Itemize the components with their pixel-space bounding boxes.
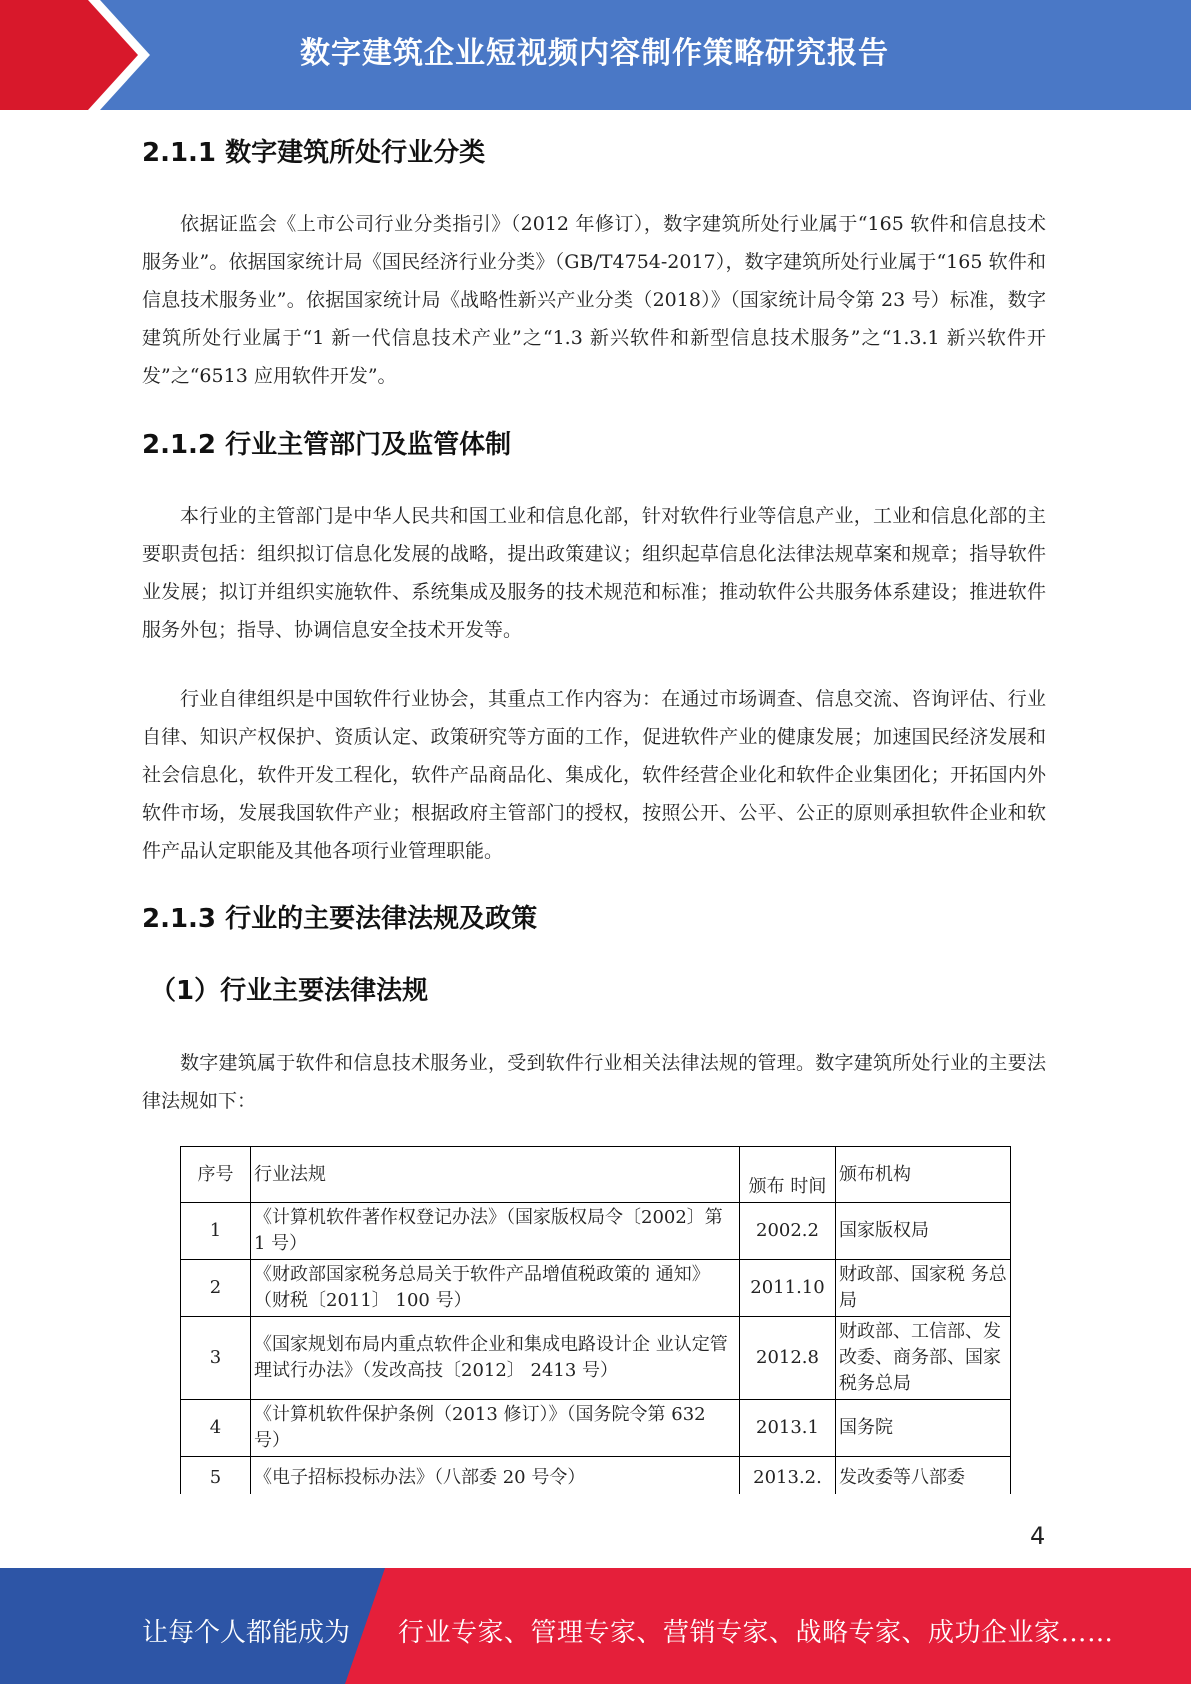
cell-no: 1 [181,1203,251,1260]
laws-table [180,1146,1011,1499]
table-row [181,1400,1011,1457]
table-row [181,1203,1011,1260]
cell-time: 2002.2 [740,1203,836,1260]
section-heading-2-1-1: 2.1.1 数字建筑所处行业分类 [142,138,486,168]
page-header [0,0,1191,110]
paragraph-regulator: 本行业的主管部门是中华人民共和国工业和信息化部，针对软件行业等信息产业，工业和信息化部的主要职责包括：组织拟订信息化发展的战略，提出政策建议；组织起草信息化法律法规草案和规章；指导软件业发展；拟订并组织实施软件、系统集成及服务的技术规范和标准；推动软件公共服务体系建设；推进软件服务外包；指导、协调信息安全技术开发等。 [142,505,1046,641]
table-row [181,1457,1011,1499]
cell-time: 2011.10 [740,1260,836,1317]
footer-slogan-right: 行业专家、管理专家、营销专家、战略专家、成功企业家…… [398,1618,1114,1648]
paragraph-self-regulatory-org: 行业自律组织是中国软件行业协会，其重点工作内容为：在通过市场调查、信息交流、咨询评估、行业自律、知识产权保护、资质认定、政策研究等方面的工作，促进软件产业的健康发展；加速国民经济发展和社会信息化，软件开发工程化，软件产品商品化、集成化，软件经营企业化和软件企业集团化；开拓国内外软件市场，发展我国软件产业；根据政府主管部门的授权，按照公开、公平、公正的原则承担软件企业和软件产品认定职能及其他各项行业管理职能。 [142,688,1046,862]
cell-org: 国家版权局 [836,1203,1011,1260]
cell-no: 4 [181,1400,251,1457]
subsection-heading-laws: （1）行业主要法律法规 [150,976,429,1006]
footer-slogan-left: 让每个人都能成为 [142,1618,351,1648]
cell-org: 财政部、国家税 务总局 [836,1260,1011,1317]
cell-no: 5 [181,1457,251,1499]
cell-law: 《电子招标投标办法》（八部委 20 号令） [251,1457,740,1499]
cell-time: 2013.2. [740,1457,836,1499]
table-header-row [181,1147,1011,1203]
page-number: 4 [1030,1522,1046,1550]
cell-org: 国务院 [836,1400,1011,1457]
section-heading-2-1-2: 2.1.2 行业主管部门及监管体制 [142,430,512,460]
cell-law: 《国家规划布局内重点软件企业和集成电路设计企 业认定管理试行办法》（发改高技〔2012〕 2413 号） [251,1317,740,1400]
header-no: 序号 [181,1147,251,1203]
page-break-mask [170,1494,1020,1534]
cell-no: 3 [181,1317,251,1400]
table-row [181,1317,1011,1400]
table-row [181,1260,1011,1317]
cell-org: 财政部、工信部、发改委、商务部、国家税务总局 [836,1317,1011,1400]
header-org: 颁布机构 [836,1147,1011,1203]
paragraph-industry-classification: 依据证监会《上市公司行业分类指引》（2012 年修订），数字建筑所处行业属于“165 软件和信息技术服务业”。依据国家统计局《国民经济行业分类》（GB/T4754-2017），数字建筑所处行业属于“165 软件和信息技术服务业”。依据国家统计局《战略性新兴产业分类（2018）》（国家统计局令第 23 号）标准，数字建筑所处行业属于“1 新一代信息技术产业”之“1.3 新兴软件和新型信息技术服务”之“1.3.1 新兴软件开发”之“6513 应用软件开发”。 [142,213,1046,387]
cell-law: 《计算机软件保护条例（2013 修订）》（国务院令第 632 号） [251,1400,740,1457]
section-heading-2-1-3: 2.1.3 行业的主要法律法规及政策 [142,904,538,934]
cell-time: 2013.1 [740,1400,836,1457]
header-law: 行业法规 [251,1147,740,1203]
paragraph-laws-intro: 数字建筑属于软件和信息技术服务业，受到软件行业相关法律法规的管理。数字建筑所处行业的主要法律法规如下： [142,1052,1046,1112]
cell-org: 发改委等八部委 [836,1457,1011,1499]
cell-law: 《计算机软件著作权登记办法》（国家版权局令〔2002〕第 1 号） [251,1203,740,1260]
cell-law: 《财政部国家税务总局关于软件产品增值税政策的 通知》（财税〔2011〕 100 号） [251,1260,740,1317]
cell-no: 2 [181,1260,251,1317]
report-title: 数字建筑企业短视频内容制作策略研究报告 [300,36,889,71]
header-time: 颁布 时间 [740,1147,836,1203]
page-footer [0,1568,1191,1684]
cell-time: 2012.8 [740,1317,836,1400]
